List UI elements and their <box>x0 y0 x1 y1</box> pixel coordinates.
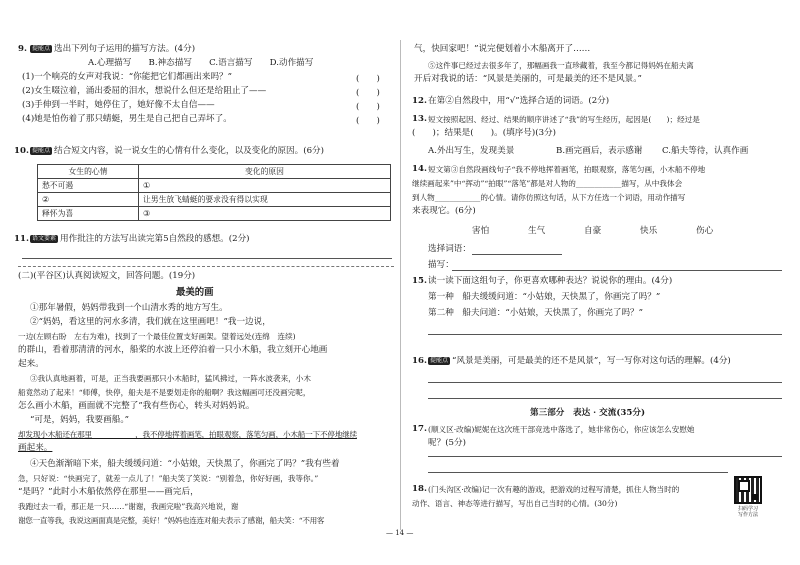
qr-caption: 扫码学习 写作方法 <box>737 506 758 518</box>
table-cell: 释怀为喜 <box>38 207 139 221</box>
table-cell[interactable]: ① <box>139 179 391 193</box>
table-cell: 愁不可遏 <box>38 179 139 193</box>
answer-paren[interactable]: ( ) <box>356 88 380 98</box>
q9-item-1: (1)一个响亮的女声对我说：“你能把它们都画出来吗？” <box>22 72 233 82</box>
q9-number: 9. <box>18 44 27 54</box>
answer-paren[interactable]: ( ) <box>356 102 380 112</box>
q11-stem: 语文要素 用作批注的方法写出读完第5自然段的感想。(2分) <box>32 234 250 244</box>
passage-continued-line: 开后对我说的话：“风景是美丽的，可是最美的还不是风景。” <box>414 74 642 84</box>
passage-continued-line: 气，快回家吧！”说完便划着小木船离开了…… <box>414 44 591 54</box>
passage-line: 谢您一直等我，我说这画面真是完整，美好！”妈妈也连连对船夫表示了感谢，船夫笑：“不用客 <box>18 516 325 525</box>
passage-line: ④天色渐渐暗下来，船夫缓缓问道：“小姑娘，天快黑了，你画完了吗？”我有些着 <box>30 459 340 469</box>
passage-line: ②“妈妈，看这里的河水多清，我们就在这里画吧！”我一边说， <box>30 317 271 327</box>
table-row[interactable] <box>38 193 391 207</box>
q16-number: 16. <box>412 356 427 366</box>
q13-number: 13. <box>412 114 427 124</box>
answer-paren[interactable]: ( ) <box>356 116 380 126</box>
q18-number: 18. <box>412 484 427 494</box>
q9-options: A.心理描写 B.神态描写 C.语言描写 D.动作描写 <box>88 58 314 68</box>
page-divider <box>400 40 401 530</box>
q13-stem-cont: ( )；结果是( )。(填序号)(3分) <box>412 128 557 138</box>
table-header: 女生的心情 <box>38 165 139 179</box>
q9-item-3: (3)手伸到一半时，她停住了，她好像不太自信—— <box>22 100 215 110</box>
q13-option-a: A.外出写生，发现美景 <box>428 146 515 156</box>
page-number: — 14 — <box>386 529 414 537</box>
passage-continued-line: ⑤这件事已经过去很多年了，那幅画我一直珍藏着，我至今都记得妈妈在船夫离 <box>428 61 694 70</box>
q16-stem: 提能点 “风景是美丽，可是最美的还不是风景”，写一写你对这句话的理解。(4分) <box>430 356 731 366</box>
q14-number: 14. <box>412 164 427 174</box>
q12-number: 12. <box>412 96 427 106</box>
part2-heading: (二)(平谷区)认真阅读短文，回答问题。(19分) <box>18 271 196 281</box>
q17-stem-cont: 呢？(5分) <box>428 438 466 448</box>
mood-table <box>37 164 391 221</box>
passage-line: 怎么画小木船，画面就不完整了”我有些伤心，转头对妈妈说。 <box>18 401 255 411</box>
choose-word-label: 选择词语： <box>428 244 471 254</box>
passage-line: 画起来。 <box>18 443 53 453</box>
q15-number: 15. <box>412 276 427 286</box>
word-choice[interactable]: 害怕 <box>472 226 490 236</box>
answer-paren[interactable]: ( ) <box>356 74 380 84</box>
q15-sentence-1: 第一种 船夫缓缓问道：“小姑娘，天快黑了，你画完了吗？” <box>428 292 661 302</box>
passage-line: ①那年暑假，妈妈带我到一个山清水秀的地方写生。 <box>30 303 228 313</box>
underlined-passage-line: 却发现小木船还在那里____________，我不停地挥着画笔，拍眼观察，落笔匀画，小木船一下不停地继续 <box>18 430 357 439</box>
q15-sentence-2: 第二种 船夫问道：“小姑娘，天快黑了，你画完了吗？” <box>428 308 644 318</box>
q14-stem: 来表现它。(6分) <box>412 206 476 216</box>
word-choice[interactable]: 生气 <box>528 226 546 236</box>
passage-line: “可是，妈妈，我要画船。” <box>30 415 130 425</box>
q14-stem: 继续画起来”中“挥动”“拍眼”“落笔”都是对人物的____________描写，从中我体会 <box>412 179 683 188</box>
passage-line: ③我认真地画着，可是，正当我要画那只小木船时，猛风拂过，一阵水波袭来，小木 <box>30 374 311 383</box>
part3-heading: 第三部分 表达 · 交流(35分) <box>530 408 646 418</box>
q17-number: 17. <box>412 424 427 434</box>
answer-line[interactable] <box>428 382 782 383</box>
table-cell: 让男生放飞蜻蜓的要求没有得以实现 <box>139 193 391 207</box>
q9-stem: 提能点 选出下列句子运用的描写方法。(4分) <box>32 44 196 54</box>
qr-code[interactable] <box>734 476 762 504</box>
word-choice[interactable]: 伤心 <box>696 226 714 236</box>
table-row[interactable] <box>38 207 391 221</box>
answer-line[interactable] <box>428 334 782 335</box>
section-divider <box>18 266 394 267</box>
word-choice[interactable]: 快乐 <box>640 226 658 236</box>
word-choice[interactable]: 自豪 <box>584 226 602 236</box>
choose-word-input[interactable] <box>472 254 562 255</box>
q12-stem: 在第②自然段中，用“√”选择合适的词语。(2分) <box>428 96 610 106</box>
q14-stem: 短文第③自然段画线句子“我不停地挥着画笔，拍眼观察，落笔匀画，小木船不停地 <box>428 165 706 174</box>
table-cell[interactable]: ② <box>38 193 139 207</box>
table-header: 变化的原因 <box>139 165 391 179</box>
passage-line: 船竟然动了起来！“师傅，快停，船夫是不是要划走你的船啊？我这幅画可还没画完呢， <box>18 388 311 397</box>
passage-line: “是吗？”此时小木船依然停在那里——画完后， <box>18 487 199 497</box>
passage-line: 起来。 <box>18 359 44 369</box>
q13-stem: 短文按照起因、经过、结果的顺序讲述了“我”的写生经历，起因是( )；经过是 <box>428 115 700 124</box>
describe-input[interactable] <box>452 270 782 271</box>
passage-line: 急，只好说：“快画完了，就差一点儿了！”船夫笑了笑说：“别着急，你好好画，我等你。” <box>18 474 319 483</box>
passage-line: 的群山，看着那清清的河水，船桨的水波上还停泊着一只小木船，我立刻开心地画 <box>18 345 328 355</box>
passage-line: 一边(左顾右盼 左右为难)，找到了一个最佳位置支好画架。望着远处(连绵 连续) <box>18 332 296 341</box>
answer-line[interactable] <box>428 398 782 399</box>
table-row[interactable] <box>38 179 391 193</box>
q18-stem: (门头沟区·改编)记一次有趣的游戏，把游戏的过程写清楚，抓住人物当时的 <box>428 485 680 494</box>
table-header-row <box>38 165 391 179</box>
element-badge: 语文要素 <box>32 235 57 242</box>
key-point-badge: 提能点 <box>430 357 449 364</box>
table-cell[interactable]: ③ <box>139 207 391 221</box>
key-point-badge: 提能点 <box>32 147 51 154</box>
q17-stem: (顺义区·改编)妮妮在这次班干部竞选中落选了，她非常伤心，你应该怎么安慰她 <box>428 425 695 434</box>
q9-item-4: (4)她是怕伤着了那只蜻蜓，男生是自己把自己弄坏了。 <box>22 114 232 124</box>
q11-number: 11. <box>14 234 29 244</box>
q14-stem: 到人物____________的心情。请你仿照这句话，从下方任选一个词语，用动作描写 <box>412 193 686 202</box>
passage-title: 最美的画 <box>176 287 214 298</box>
answer-line[interactable] <box>22 258 392 259</box>
passage-line: 我跑过去一看，那正是一只……“谢谢，我画完啦”我高兴地说，谢 <box>18 502 239 511</box>
q15-stem: 读一读下面这组句子，你更喜欢哪种表达？说说你的理由。(4分) <box>428 276 673 286</box>
q9-item-2: (2)女生啜泣着，涌出委屈的泪水，想说什么但还是给阻止了—— <box>22 86 267 96</box>
q10-number: 10. <box>14 146 29 156</box>
key-point-badge: 提能点 <box>32 45 51 52</box>
answer-line[interactable] <box>428 472 728 473</box>
answer-line[interactable] <box>428 456 782 457</box>
q18-stem-cont: 动作、语言、神态等进行描写，写出自己当时的心情。(30分) <box>412 499 618 508</box>
describe-label: 描写： <box>428 260 454 270</box>
q13-option-b: B.画完画后，表示感谢 <box>556 146 643 156</box>
q10-stem: 提能点 结合短文内容，说一说女生的心情有什么变化，以及变化的原因。(6分) <box>32 146 325 156</box>
q13-option-c: C.船夫等待，认真作画 <box>662 146 749 156</box>
